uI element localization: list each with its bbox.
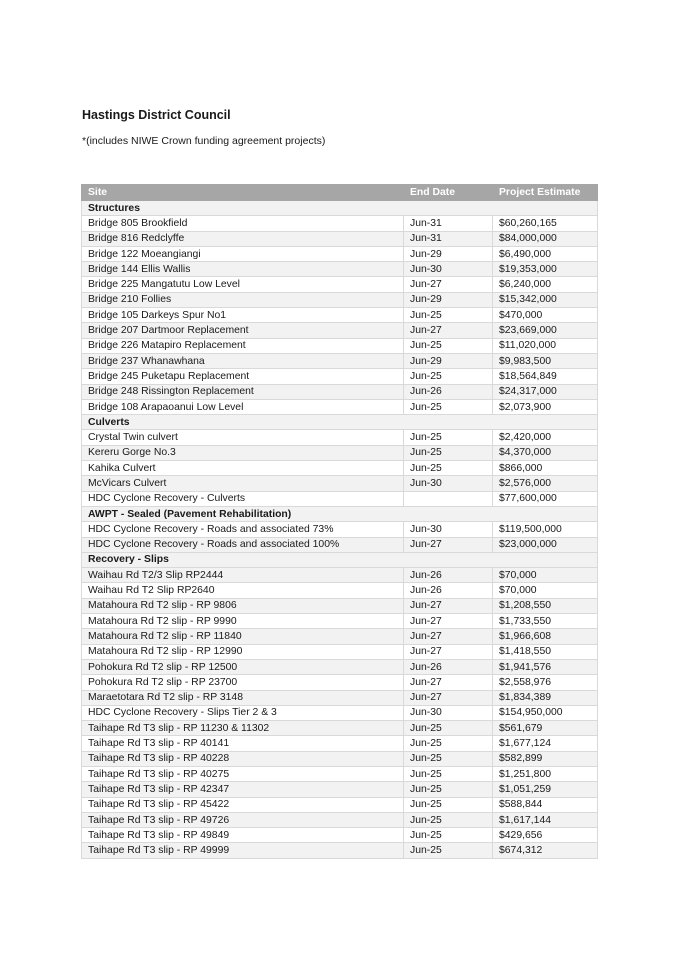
cell-end-date: Jun-31 <box>404 216 493 231</box>
cell-site: HDC Cyclone Recovery - Culverts <box>82 491 404 506</box>
table-row <box>82 675 598 690</box>
cell-end-date: Jun-25 <box>404 430 493 445</box>
section-header-row <box>82 506 598 521</box>
cell-project-estimate: $2,558,976 <box>493 675 598 690</box>
cell-end-date: Jun-26 <box>404 583 493 598</box>
table-row <box>82 614 598 629</box>
cell-end-date: Jun-29 <box>404 246 493 261</box>
cell-site: Matahoura Rd T2 slip - RP 9806 <box>82 598 404 613</box>
table-row <box>82 292 598 307</box>
table-row <box>82 323 598 338</box>
cell-end-date: Jun-25 <box>404 338 493 353</box>
cell-end-date: Jun-31 <box>404 231 493 246</box>
cell-project-estimate: $2,576,000 <box>493 476 598 491</box>
cell-site: Taihape Rd T3 slip - RP 49849 <box>82 828 404 843</box>
cell-site: Taihape Rd T3 slip - RP 40275 <box>82 766 404 781</box>
column-header-site: Site <box>82 185 404 201</box>
cell-site: Bridge 245 Puketapu Replacement <box>82 369 404 384</box>
table-row <box>82 308 598 323</box>
cell-project-estimate: $70,000 <box>493 583 598 598</box>
cell-end-date: Jun-26 <box>404 659 493 674</box>
cell-project-estimate: $1,418,550 <box>493 644 598 659</box>
cell-project-estimate: $84,000,000 <box>493 231 598 246</box>
section-header-row <box>82 415 598 430</box>
column-header-end-date: End Date <box>404 185 493 201</box>
cell-project-estimate: $2,420,000 <box>493 430 598 445</box>
table-row <box>82 353 598 368</box>
cell-site: Bridge 816 Redclyffe <box>82 231 404 246</box>
cell-site: Crystal Twin culvert <box>82 430 404 445</box>
table-row <box>82 583 598 598</box>
cell-site: HDC Cyclone Recovery - Roads and associated 73% <box>82 522 404 537</box>
cell-project-estimate: $1,208,550 <box>493 598 598 613</box>
section-header-row <box>82 552 598 567</box>
cell-project-estimate: $154,950,000 <box>493 705 598 720</box>
table-row <box>82 338 598 353</box>
cell-end-date: Jun-27 <box>404 614 493 629</box>
cell-site: Taihape Rd T3 slip - RP 40141 <box>82 736 404 751</box>
cell-site: Bridge 108 Arapaoanui Low Level <box>82 399 404 414</box>
table-row <box>82 537 598 552</box>
table-row <box>82 445 598 460</box>
table-row <box>82 766 598 781</box>
cell-end-date: Jun-27 <box>404 629 493 644</box>
cell-project-estimate: $582,899 <box>493 751 598 766</box>
cell-project-estimate: $1,941,576 <box>493 659 598 674</box>
table-row <box>82 399 598 414</box>
cell-project-estimate: $24,317,000 <box>493 384 598 399</box>
cell-site: Matahoura Rd T2 slip - RP 12990 <box>82 644 404 659</box>
table-row <box>82 644 598 659</box>
table-row <box>82 476 598 491</box>
cell-project-estimate: $1,733,550 <box>493 614 598 629</box>
cell-end-date: Jun-25 <box>404 369 493 384</box>
cell-site: Waihau Rd T2/3 Slip RP2444 <box>82 568 404 583</box>
table-row <box>82 384 598 399</box>
cell-project-estimate: $1,617,144 <box>493 812 598 827</box>
table-row <box>82 262 598 277</box>
cell-site: Taihape Rd T3 slip - RP 40228 <box>82 751 404 766</box>
cell-project-estimate: $6,490,000 <box>493 246 598 261</box>
section-header-row <box>82 201 598 216</box>
cell-site: Taihape Rd T3 slip - RP 49999 <box>82 843 404 858</box>
cell-project-estimate: $77,600,000 <box>493 491 598 506</box>
cell-site: Bridge 207 Dartmoor Replacement <box>82 323 404 338</box>
page-title: Hastings District Council <box>82 108 231 122</box>
cell-site: Taihape Rd T3 slip - RP 49726 <box>82 812 404 827</box>
cell-project-estimate: $429,656 <box>493 828 598 843</box>
table-row <box>82 369 598 384</box>
cell-end-date: Jun-25 <box>404 461 493 476</box>
cell-project-estimate: $23,000,000 <box>493 537 598 552</box>
cell-end-date: Jun-26 <box>404 568 493 583</box>
cell-end-date: Jun-25 <box>404 399 493 414</box>
cell-site: Kereru Gorge No.3 <box>82 445 404 460</box>
cell-site: HDC Cyclone Recovery - Slips Tier 2 & 3 <box>82 705 404 720</box>
table-row <box>82 522 598 537</box>
table-row <box>82 568 598 583</box>
cell-site: Kahika Culvert <box>82 461 404 476</box>
cell-project-estimate: $60,260,165 <box>493 216 598 231</box>
cell-end-date: Jun-25 <box>404 308 493 323</box>
cell-end-date: Jun-27 <box>404 598 493 613</box>
cell-end-date: Jun-27 <box>404 323 493 338</box>
table-row <box>82 705 598 720</box>
cell-project-estimate: $15,342,000 <box>493 292 598 307</box>
cell-end-date: Jun-25 <box>404 797 493 812</box>
cell-end-date: Jun-30 <box>404 262 493 277</box>
section-title: Structures <box>82 201 598 216</box>
cell-project-estimate: $561,679 <box>493 721 598 736</box>
table-row <box>82 751 598 766</box>
cell-project-estimate: $9,983,500 <box>493 353 598 368</box>
section-title: Culverts <box>82 415 598 430</box>
cell-project-estimate: $23,669,000 <box>493 323 598 338</box>
cell-end-date: Jun-25 <box>404 782 493 797</box>
cell-site: HDC Cyclone Recovery - Roads and associated 100% <box>82 537 404 552</box>
cell-project-estimate: $1,834,389 <box>493 690 598 705</box>
cell-site: Maraetotara Rd T2 slip - RP 3148 <box>82 690 404 705</box>
table-row <box>82 231 598 246</box>
cell-end-date: Jun-25 <box>404 812 493 827</box>
cell-site: Taihape Rd T3 slip - RP 42347 <box>82 782 404 797</box>
table-row <box>82 277 598 292</box>
cell-site: Bridge 226 Matapiro Replacement <box>82 338 404 353</box>
cell-project-estimate: $6,240,000 <box>493 277 598 292</box>
cell-project-estimate: $588,844 <box>493 797 598 812</box>
cell-project-estimate: $2,073,900 <box>493 399 598 414</box>
cell-site: Pohokura Rd T2 slip - RP 23700 <box>82 675 404 690</box>
cell-end-date: Jun-25 <box>404 445 493 460</box>
section-title: Recovery - Slips <box>82 552 598 567</box>
table-body <box>82 201 598 859</box>
table-row <box>82 461 598 476</box>
cell-site: Matahoura Rd T2 slip - RP 11840 <box>82 629 404 644</box>
table-header-row <box>82 185 598 201</box>
cell-end-date: Jun-27 <box>404 277 493 292</box>
cell-project-estimate: $866,000 <box>493 461 598 476</box>
cell-site: Waihau Rd T2 Slip RP2640 <box>82 583 404 598</box>
table-row <box>82 430 598 445</box>
cell-end-date: Jun-25 <box>404 736 493 751</box>
cell-project-estimate: $19,353,000 <box>493 262 598 277</box>
table-row <box>82 216 598 231</box>
table-row <box>82 736 598 751</box>
cell-site: Bridge 248 Rissington Replacement <box>82 384 404 399</box>
cell-project-estimate: $11,020,000 <box>493 338 598 353</box>
cell-site: Bridge 210 Follies <box>82 292 404 307</box>
cell-end-date: Jun-27 <box>404 537 493 552</box>
cell-end-date: Jun-27 <box>404 675 493 690</box>
cell-end-date: Jun-27 <box>404 690 493 705</box>
column-header-project-estimate: Project Estimate <box>493 185 598 201</box>
table-row <box>82 782 598 797</box>
cell-end-date: Jun-30 <box>404 476 493 491</box>
table-row <box>82 629 598 644</box>
cell-end-date: Jun-25 <box>404 828 493 843</box>
cell-end-date: Jun-25 <box>404 843 493 858</box>
cell-end-date: Jun-25 <box>404 766 493 781</box>
table-row <box>82 659 598 674</box>
cell-end-date: Jun-26 <box>404 384 493 399</box>
cell-end-date: Jun-30 <box>404 705 493 720</box>
cell-site: Taihape Rd T3 slip - RP 11230 & 11302 <box>82 721 404 736</box>
cell-project-estimate: $1,966,608 <box>493 629 598 644</box>
table-row <box>82 491 598 506</box>
section-title: AWPT - Sealed (Pavement Rehabilitation) <box>82 506 598 521</box>
cell-site: Taihape Rd T3 slip - RP 45422 <box>82 797 404 812</box>
cell-end-date: Jun-25 <box>404 751 493 766</box>
cell-project-estimate: $1,677,124 <box>493 736 598 751</box>
cell-project-estimate: $4,370,000 <box>493 445 598 460</box>
cell-project-estimate: $1,251,800 <box>493 766 598 781</box>
cell-end-date: Jun-30 <box>404 522 493 537</box>
cell-site: Bridge 237 Whanawhana <box>82 353 404 368</box>
cell-project-estimate: $470,000 <box>493 308 598 323</box>
cell-site: Bridge 144 Ellis Wallis <box>82 262 404 277</box>
table-header <box>82 185 598 201</box>
cell-site: McVicars Culvert <box>82 476 404 491</box>
cell-end-date: Jun-29 <box>404 353 493 368</box>
cell-site: Bridge 805 Brookfield <box>82 216 404 231</box>
table-row <box>82 828 598 843</box>
table-row <box>82 721 598 736</box>
cell-end-date: Jun-27 <box>404 644 493 659</box>
cell-end-date: Jun-29 <box>404 292 493 307</box>
table-row <box>82 843 598 858</box>
table-row <box>82 598 598 613</box>
cell-project-estimate: $18,564,849 <box>493 369 598 384</box>
cell-site: Bridge 225 Mangatutu Low Level <box>82 277 404 292</box>
cell-project-estimate: $119,500,000 <box>493 522 598 537</box>
table-row <box>82 246 598 261</box>
cell-site: Pohokura Rd T2 slip - RP 12500 <box>82 659 404 674</box>
cell-end-date: Jun-25 <box>404 721 493 736</box>
cell-project-estimate: $1,051,259 <box>493 782 598 797</box>
cell-site: Matahoura Rd T2 slip - RP 9990 <box>82 614 404 629</box>
cell-site: Bridge 105 Darkeys Spur No1 <box>82 308 404 323</box>
table-row <box>82 812 598 827</box>
cell-site: Bridge 122 Moeangiangi <box>82 246 404 261</box>
cell-project-estimate: $674,312 <box>493 843 598 858</box>
table-row <box>82 797 598 812</box>
projects-table <box>81 184 598 859</box>
table-row <box>82 690 598 705</box>
cell-end-date <box>404 491 493 506</box>
page-subtitle: *(includes NIWE Crown funding agreement projects) <box>82 135 326 147</box>
cell-project-estimate: $70,000 <box>493 568 598 583</box>
